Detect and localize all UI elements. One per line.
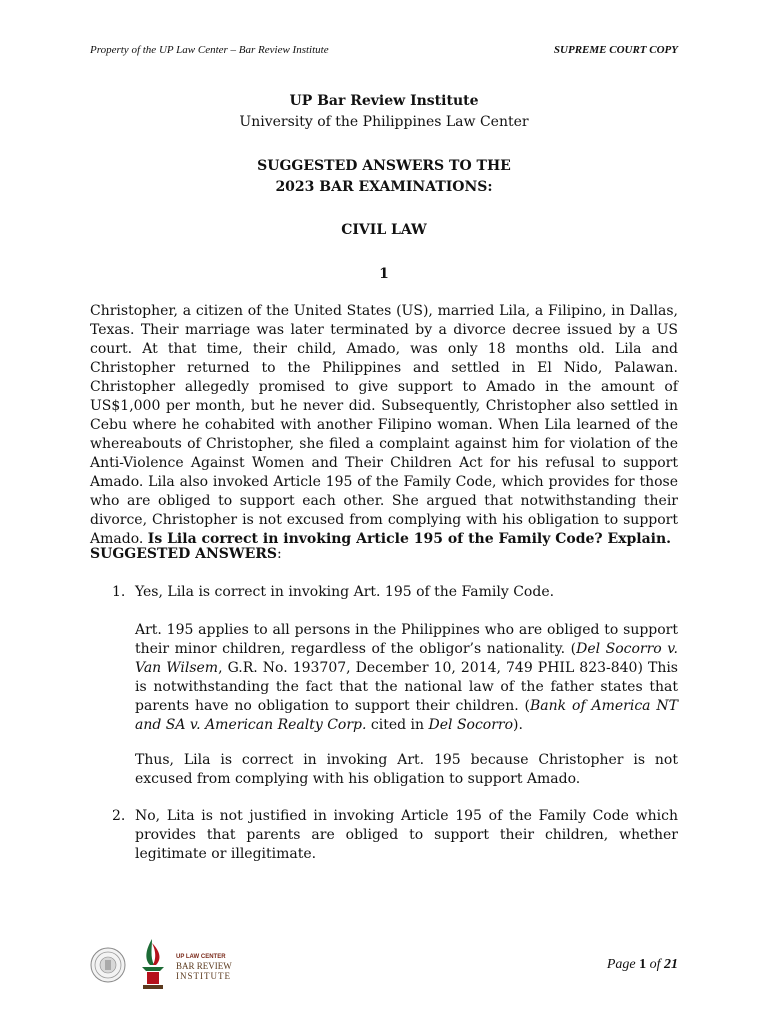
institute-title: UP Bar Review Institute bbox=[289, 93, 479, 109]
answer-1-number: 1. bbox=[112, 584, 126, 600]
page-current: 1 bbox=[639, 957, 647, 972]
logo-line-1: UP LAW CENTER bbox=[176, 954, 226, 960]
answer-2-lead: No, Lita is not justified in invoking Article 195 of the Family Code which provides that parents are obliged to support their children, whether legitimate or illegitimate. bbox=[135, 808, 678, 862]
question-text bbox=[90, 302, 678, 549]
citation-bank-of-america: Bank of America NT and SA v. American Realty Corp. bbox=[135, 698, 678, 733]
logo-line-2: BAR REVIEW bbox=[176, 961, 232, 971]
citation-del-socorro: Del Socorro v. Van Wilsem bbox=[135, 641, 678, 676]
answer-1-paragraph-1: Art. 195 applies to all persons in the Philippines who are obliged to support their minor children, regardless of the obligor’s nationality. (Del Socorro v. Van Wilsem, G.R. No. 193707, December 10, 2014, 749 PHIL 823-840) This is notwithstanding the fact that the national law of the father states that parents have no obligation to support their children. (Bank of America NT and SA v. American Realty Corp. cited in Del Socorro). bbox=[135, 622, 678, 733]
answer-2-number: 2. bbox=[112, 808, 126, 824]
logo-line-3: INSTITUTE bbox=[176, 971, 231, 981]
page-indicator: Page 1 of 21 bbox=[606, 957, 678, 972]
answer-1-paragraph-2: Thus, Lila is correct in invoking Art. 195 because Christopher is not excused from complying with his obligation to support Amado. bbox=[135, 752, 678, 787]
answer-1-lead: Yes, Lila is correct in invoking Art. 195 of the Family Code. bbox=[135, 584, 555, 600]
page-total: 21 bbox=[664, 957, 678, 972]
bar-review-logo bbox=[138, 937, 238, 997]
exam-title-line1: SUGGESTED ANSWERS TO THE bbox=[257, 158, 511, 174]
answers-heading: SUGGESTED ANSWERS: bbox=[90, 546, 282, 562]
question-ask: Is Lila correct in invoking Article 195 of the Family Code? Explain. bbox=[147, 531, 672, 547]
subject-title: CIVIL LAW bbox=[341, 222, 427, 238]
exam-title-line2: 2023 BAR EXAMINATIONS: bbox=[275, 179, 493, 195]
header-left: Property of the UP Law Center – Bar Review Institute bbox=[90, 44, 329, 56]
question-number: 1 bbox=[379, 266, 389, 282]
citation-del-socorro-short: Del Socorro bbox=[428, 717, 514, 733]
header-right: SUPREME COURT COPY bbox=[553, 44, 678, 56]
question-body: Christopher, a citizen of the United States (US), married Lila, a Filipino, in Dallas, Texas. Their marriage was later terminated by a divorce decree issued by a US court. At that time, their child, Amado, was only 18 months old. Lila and Christopher returned to the Philippines and settled in El Nido, Palawan. Christopher allegedly promised to give support to Amado in the amount of US$1,000 per month, but he never did. Subsequently, Christopher also settled in Cebu where he cohabited with another Filipino woman. When Lila learned of the whereabouts of Christopher, she filed a complaint against him for violation of the Anti-Violence Against Women and Their Children Act for his refusal to support Amado. Lila also invoked Article 195 of the Family Code, which provides for those who are obliged to support each other. She argued that notwithstanding their divorce, Christopher is not excused from complying with his obligation to support Amado. bbox=[90, 303, 678, 547]
university-seal-icon bbox=[90, 947, 126, 987]
center-title: University of the Philippines Law Center bbox=[239, 114, 529, 130]
